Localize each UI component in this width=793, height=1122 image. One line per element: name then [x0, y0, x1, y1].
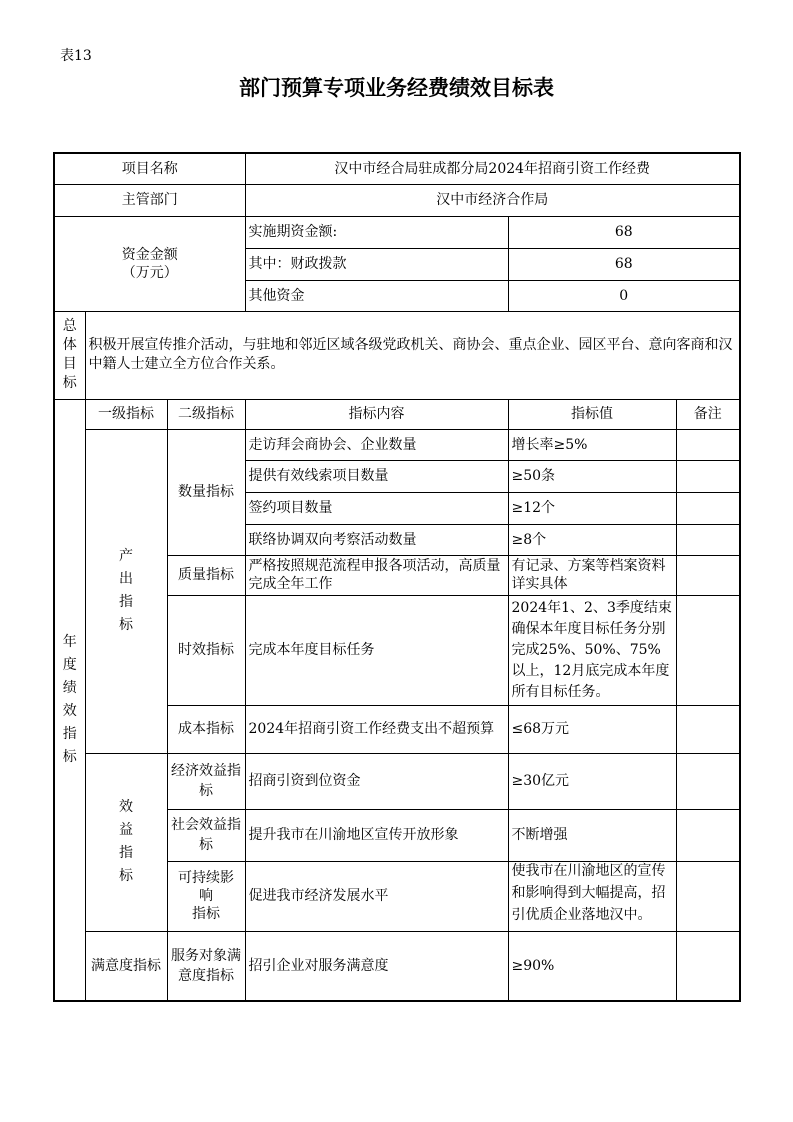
quantity-indicator-label: 数量指标 [167, 429, 245, 555]
indicator-value: 增长率≥5% [508, 429, 676, 460]
table-row [54, 429, 740, 460]
indicator-remark [676, 705, 740, 753]
table-row [54, 931, 740, 1001]
project-name-value: 汉中市经合局驻成都分局2024年招商引资工作经费 [245, 153, 740, 184]
indicator-value: ≥50条 [508, 460, 676, 492]
annual-indicator-label: 年度绩效指标 [54, 399, 85, 1001]
funds-label-line2: （万元） [121, 264, 178, 281]
sustainable-indicator-label: 可持续影 响 指标 [167, 861, 245, 931]
performance-table [53, 152, 741, 1002]
indicator-remark [676, 492, 740, 524]
indicator-content: 提供有效线索项目数量 [245, 460, 508, 492]
overall-goal-text: 积极开展宣传推介活动，与驻地和邻近区域各级党政机关、商协会、重点企业、园区平台、意向客商和汉中籍人士建立全方位合作关系。 [85, 311, 740, 399]
indicator-value: 不断增强 [508, 809, 676, 861]
cost-indicator-label: 成本指标 [167, 705, 245, 753]
funds-total-value: 68 [508, 216, 740, 248]
indicator-content: 严格按照规范流程申报各项活动，高质量完成全年工作 [245, 555, 508, 595]
indicator-content: 招商引资到位资金 [245, 753, 508, 809]
social-indicator-label: 社会效益指标 [167, 809, 245, 861]
funds-other-label: 其他资金 [245, 280, 508, 311]
output-indicator-label: 产出指标 [85, 429, 167, 753]
indicator-content: 完成本年度目标任务 [245, 595, 508, 705]
funds-fiscal-label: 其中：财政拨款 [245, 248, 508, 280]
department-value: 汉中市经济合作局 [245, 184, 740, 216]
document-title: 部门预算专项业务经费绩效目标表 [239, 76, 554, 100]
quality-indicator-label: 质量指标 [167, 555, 245, 595]
funds-row [54, 216, 740, 248]
indicator-content: 提升我市在川渝地区宣传开放形象 [245, 809, 508, 861]
header-level1: 一级指标 [85, 399, 167, 429]
project-row [54, 153, 740, 184]
header-remark: 备注 [676, 399, 740, 429]
service-satisfaction-label: 服务对象满意度指标 [167, 931, 245, 1001]
indicator-content: 招引企业对服务满意度 [245, 931, 508, 1001]
funds-label-line1: 资金金额 [121, 246, 178, 263]
header-value: 指标值 [508, 399, 676, 429]
funds-fiscal-value: 68 [508, 248, 740, 280]
project-name-label: 项目名称 [54, 153, 245, 184]
table-number: 表13 [60, 48, 92, 64]
indicator-value: ≥12个 [508, 492, 676, 524]
indicator-remark [676, 809, 740, 861]
department-row [54, 184, 740, 216]
header-level2: 二级指标 [167, 399, 245, 429]
indicator-content: 促进我市经济发展水平 [245, 861, 508, 931]
indicator-remark [676, 429, 740, 460]
satisfaction-indicator-label: 满意度指标 [85, 931, 167, 1001]
indicator-value: ≥90% [508, 931, 676, 1001]
funds-total-label: 实施期资金额: [245, 216, 508, 248]
indicator-remark [676, 861, 740, 931]
indicator-remark [676, 555, 740, 595]
indicator-remark [676, 753, 740, 809]
benefit-indicator-label: 效益指标 [85, 753, 167, 931]
indicator-remark [676, 931, 740, 1001]
indicator-value: 使我市在川渝地区的宣传和影响得到大幅提高，招引优质企业落地汉中。 [508, 861, 676, 931]
table-row [54, 753, 740, 809]
indicator-content: 走访拜会商协会、企业数量 [245, 429, 508, 460]
funds-other-value: 0 [508, 280, 740, 311]
indicator-remark [676, 524, 740, 555]
indicator-content: 联络协调双向考察活动数量 [245, 524, 508, 555]
indicator-remark [676, 460, 740, 492]
indicator-value: 2024年1、2、3季度结束确保本年度目标任务分别完成25%、50%、75%以上，12月底完成本年度所有目标任务。 [508, 595, 676, 705]
indicator-content: 2024年招商引资工作经费支出不超预算 [245, 705, 508, 753]
timeliness-indicator-label: 时效指标 [167, 595, 245, 705]
funds-label [54, 216, 245, 311]
economic-indicator-label: 经济效益指标 [167, 753, 245, 809]
overall-goal-label: 总体目标 [54, 311, 85, 399]
indicator-remark [676, 595, 740, 705]
indicator-value: ≥30亿元 [508, 753, 676, 809]
indicator-value: ≤68万元 [508, 705, 676, 753]
overall-goal-row [54, 311, 740, 399]
indicator-header-row [54, 399, 740, 429]
header-content: 指标内容 [245, 399, 508, 429]
indicator-value: 有记录、方案等档案资料详实具体 [508, 555, 676, 595]
indicator-content: 签约项目数量 [245, 492, 508, 524]
indicator-value: ≥8个 [508, 524, 676, 555]
department-label: 主管部门 [54, 184, 245, 216]
